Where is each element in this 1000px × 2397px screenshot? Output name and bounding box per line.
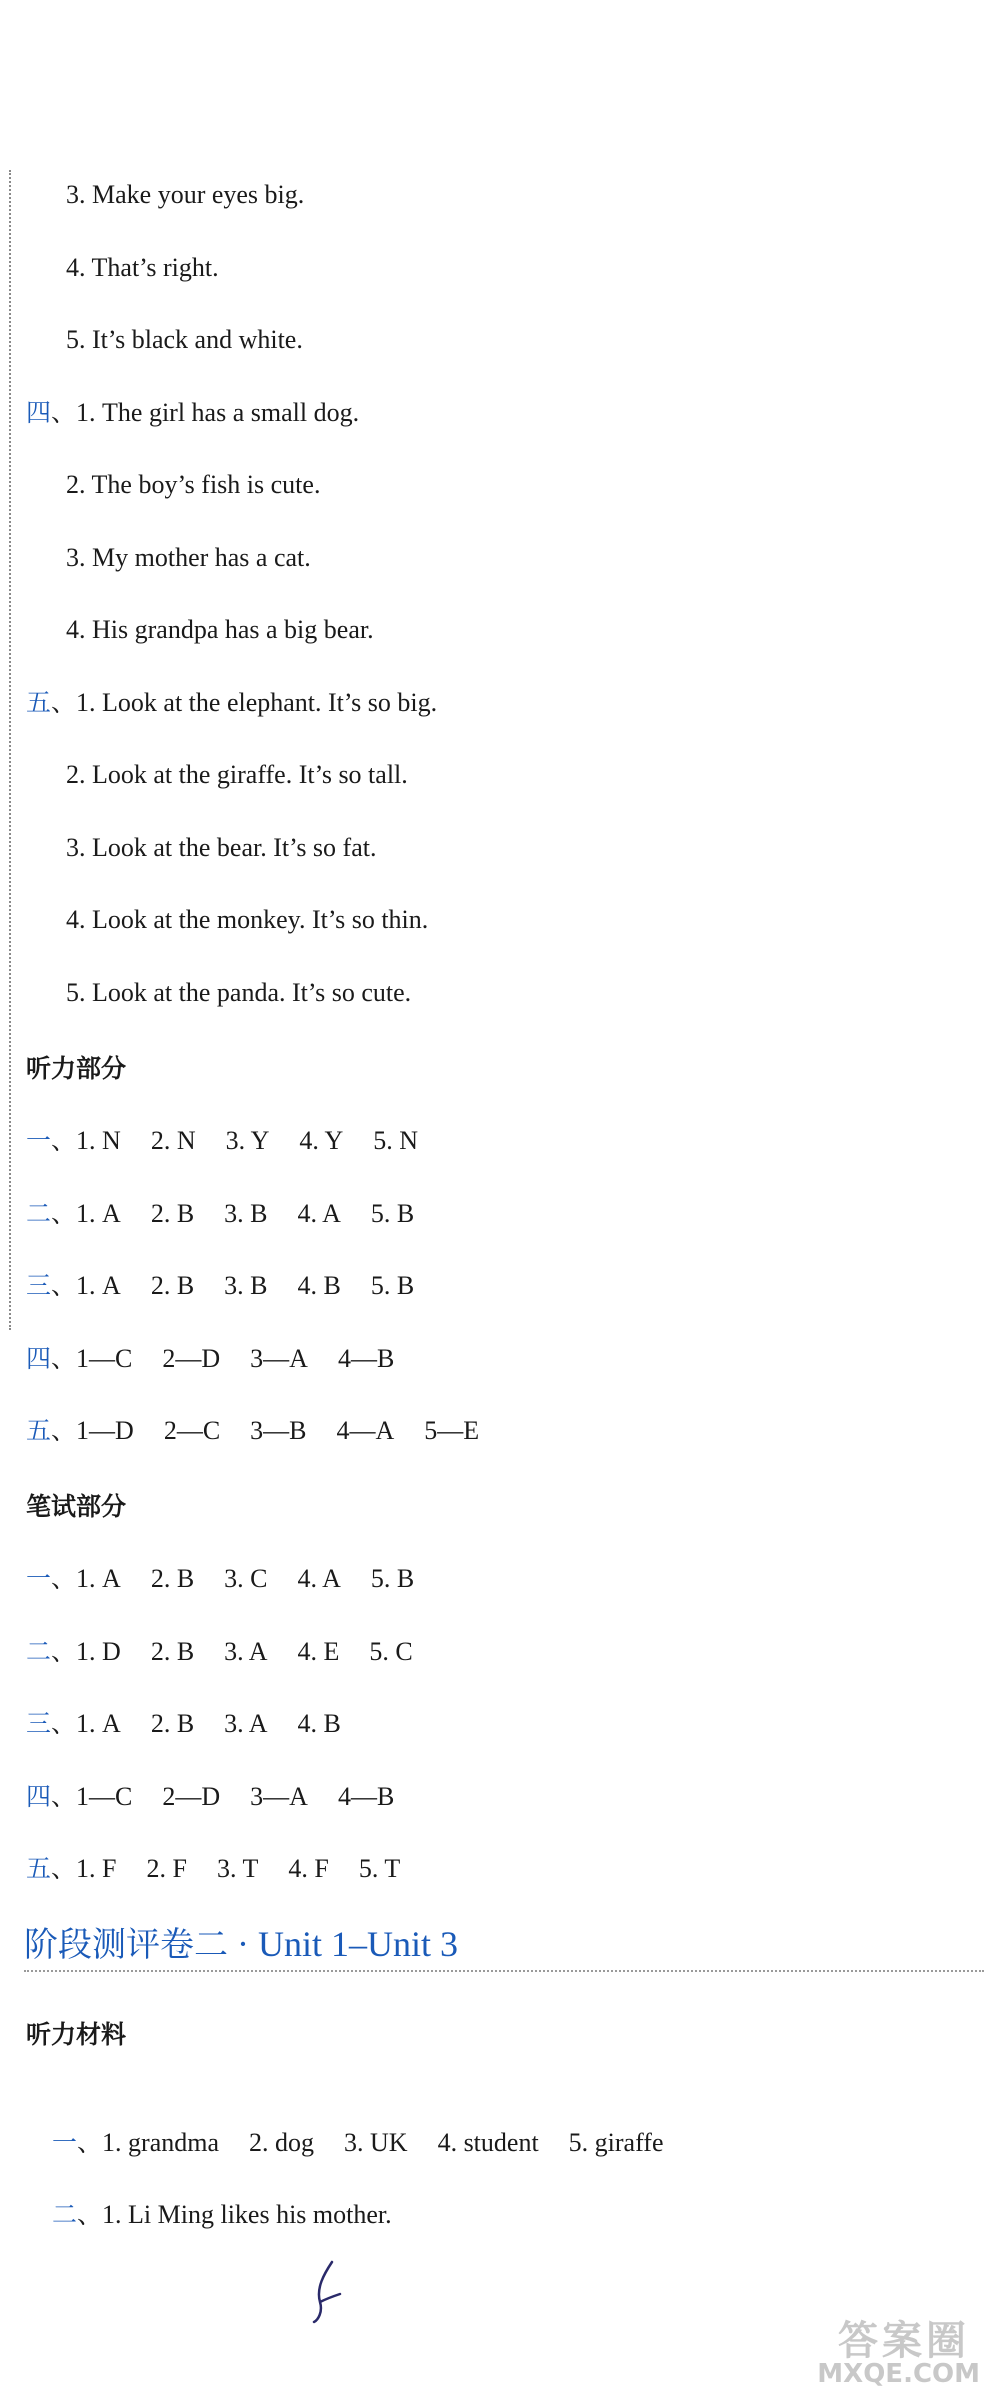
label-separator: 、 xyxy=(51,1637,77,1666)
row-label: 四 xyxy=(26,398,52,427)
sentence-text: 4. That’s right. xyxy=(66,253,219,282)
label-separator: 、 xyxy=(51,398,77,427)
answer-row xyxy=(26,1852,430,1886)
answer-item: 2. B xyxy=(150,1199,195,1228)
row-answers xyxy=(102,2128,693,2157)
section-title-en: Unit 1–Unit 3 xyxy=(258,1924,459,1964)
answer-item: 5. T xyxy=(358,1854,401,1883)
answer-item: 1. D xyxy=(76,1637,121,1666)
sentence-line xyxy=(66,976,411,1010)
answer-item: 3. Y xyxy=(225,1126,270,1155)
sentence-text: 1. The girl has a small dog. xyxy=(76,398,360,427)
answer-row xyxy=(26,1197,444,1231)
answer-item: 4—B xyxy=(337,1344,395,1373)
written-heading: 笔试部分 xyxy=(26,1492,127,1521)
label-separator: 、 xyxy=(51,1416,77,1445)
sentence-text: 3. My mother has a cat. xyxy=(66,543,311,572)
sentence-line xyxy=(66,178,304,212)
answer-item: 2. F xyxy=(146,1854,187,1883)
answer-item: 1. A xyxy=(76,1709,121,1738)
sentence-line xyxy=(66,903,428,937)
answer-row xyxy=(26,1342,424,1376)
answer-item: 2. B xyxy=(150,1271,195,1300)
answer-item: 4. A xyxy=(297,1199,341,1228)
binding-margin-line xyxy=(9,170,11,1330)
answer-item: 2. B xyxy=(150,1709,195,1738)
sentence-text: 4. His grandpa has a big bear. xyxy=(66,615,374,644)
answer-item: 4. B xyxy=(297,1709,341,1738)
answer-item: 5. B xyxy=(370,1199,415,1228)
section-title-cn: 阶段测评卷二 xyxy=(24,1925,228,1965)
answer-item: 1. grandma xyxy=(102,2128,219,2157)
label-separator: 、 xyxy=(51,1854,77,1883)
answer-item: 4. student xyxy=(437,2128,539,2157)
answer-item: 5. B xyxy=(370,1271,415,1300)
answer-item: 2. dog xyxy=(249,2128,314,2157)
sentence-line xyxy=(66,468,320,502)
row-label: 二 xyxy=(26,1199,52,1228)
answer-item: 4. F xyxy=(288,1854,329,1883)
answer-item: 3. B xyxy=(224,1271,268,1300)
row-label: 三 xyxy=(26,1709,52,1738)
answer-item: 1—C xyxy=(76,1782,133,1811)
row-label: 二 xyxy=(52,2200,78,2229)
section-title-dot: · xyxy=(237,1924,249,1964)
answer-item: 3. B xyxy=(224,1199,268,1228)
row-label: 五 xyxy=(26,1854,52,1883)
sentence-line xyxy=(66,831,376,865)
sentence-line xyxy=(66,323,303,357)
sentence-text: 1. Look at the elephant. It’s so big. xyxy=(76,688,438,717)
label-separator: 、 xyxy=(51,688,77,717)
answer-item: 3—B xyxy=(250,1416,307,1445)
row-text: 1. Li Ming likes his mother. xyxy=(102,2200,392,2229)
watermark-logo: 答案圈 xyxy=(838,2318,970,2364)
answer-item: 2—D xyxy=(162,1344,221,1373)
label-separator: 、 xyxy=(77,2128,103,2157)
answer-item: 2—D xyxy=(162,1782,221,1811)
answer-row xyxy=(26,1562,444,1596)
sentence-text: 3. Make your eyes big. xyxy=(66,180,305,209)
answer-item: 3. UK xyxy=(344,2128,408,2157)
answer-item: 5. giraffe xyxy=(568,2128,664,2157)
answer-item: 3—A xyxy=(250,1782,308,1811)
row-label: 五 xyxy=(26,688,52,717)
answer-item: 4—B xyxy=(337,1782,395,1811)
answer-item: 1. A xyxy=(76,1199,121,1228)
answer-item: 2—C xyxy=(163,1416,221,1445)
sentence-text: 4. Look at the monkey. It’s so thin. xyxy=(66,905,429,934)
sentence-text: 5. It’s black and white. xyxy=(66,325,303,354)
answer-item: 4. B xyxy=(297,1271,341,1300)
answer-item: 1. N xyxy=(76,1126,121,1155)
answer-item: 3. A xyxy=(224,1637,268,1666)
answer-row xyxy=(26,1707,371,1741)
answer-item: 5—E xyxy=(424,1416,480,1445)
sentence-line xyxy=(66,613,374,647)
sentence-line xyxy=(26,396,359,430)
handwritten-mark xyxy=(310,2258,350,2328)
row-label: 四 xyxy=(26,1782,52,1811)
answer-item: 5. C xyxy=(369,1637,413,1666)
label-separator: 、 xyxy=(51,1782,77,1811)
answer-row xyxy=(26,1414,509,1448)
site-watermark xyxy=(810,2309,980,2389)
sentence-text: 2. The boy’s fish is cute. xyxy=(66,470,321,499)
answer-row xyxy=(26,1780,424,1814)
answer-item: 4—A xyxy=(336,1416,395,1445)
label-separator: 、 xyxy=(51,1709,77,1738)
sentence-line xyxy=(66,541,311,575)
sentence-line xyxy=(66,251,219,285)
label-separator: 、 xyxy=(51,1564,77,1593)
label-separator: 、 xyxy=(51,1271,77,1300)
answer-item: 3. A xyxy=(224,1709,268,1738)
answer-item: 3. T xyxy=(216,1854,259,1883)
row-label: 一 xyxy=(26,1126,52,1155)
answer-item: 1. F xyxy=(76,1854,117,1883)
label-separator: 、 xyxy=(77,2200,103,2229)
watermark-site: MXQE.COM xyxy=(817,2359,980,2389)
answer-item: 1—D xyxy=(76,1416,134,1445)
answer-item: 5. N xyxy=(373,1126,418,1155)
answer-item: 4. A xyxy=(297,1564,341,1593)
listening-heading: 听力部分 xyxy=(26,1054,127,1083)
row-label: 一 xyxy=(26,1564,52,1593)
answer-item: 2. B xyxy=(150,1564,195,1593)
answer-item: 3. C xyxy=(224,1564,268,1593)
answer-item: 1—C xyxy=(76,1344,133,1373)
row-label: 二 xyxy=(26,1637,52,1666)
answer-item: 2. N xyxy=(150,1126,196,1155)
sentence-text: 3. Look at the bear. It’s so fat. xyxy=(66,833,377,862)
label-separator: 、 xyxy=(51,1344,77,1373)
label-separator: 、 xyxy=(51,1126,77,1155)
sentence-line xyxy=(66,758,408,792)
answer-item: 5. B xyxy=(370,1564,415,1593)
answer-row xyxy=(26,1269,444,1303)
row-label: 一 xyxy=(52,2128,78,2157)
answer-item: 1. A xyxy=(76,1564,121,1593)
answer-item: 1. A xyxy=(76,1271,121,1300)
sentence-text: 2. Look at the giraffe. It’s so tall. xyxy=(66,760,408,789)
answer-row xyxy=(26,1635,443,1669)
section-title xyxy=(24,1922,984,1972)
answer-item: 2. B xyxy=(150,1637,195,1666)
answer-item: 4. Y xyxy=(299,1126,344,1155)
answer-item: 4. E xyxy=(297,1637,340,1666)
row-label: 三 xyxy=(26,1271,52,1300)
answer-row xyxy=(26,1124,448,1158)
sentence-line xyxy=(26,686,437,720)
material-row-2 xyxy=(26,2164,392,2266)
sentence-text: 5. Look at the panda. It’s so cute. xyxy=(66,978,412,1007)
answer-item: 3—A xyxy=(250,1344,308,1373)
label-separator: 、 xyxy=(51,1199,77,1228)
row-label: 四 xyxy=(26,1344,52,1373)
material-heading: 听力材料 xyxy=(26,2020,127,2049)
row-label: 五 xyxy=(26,1416,52,1445)
